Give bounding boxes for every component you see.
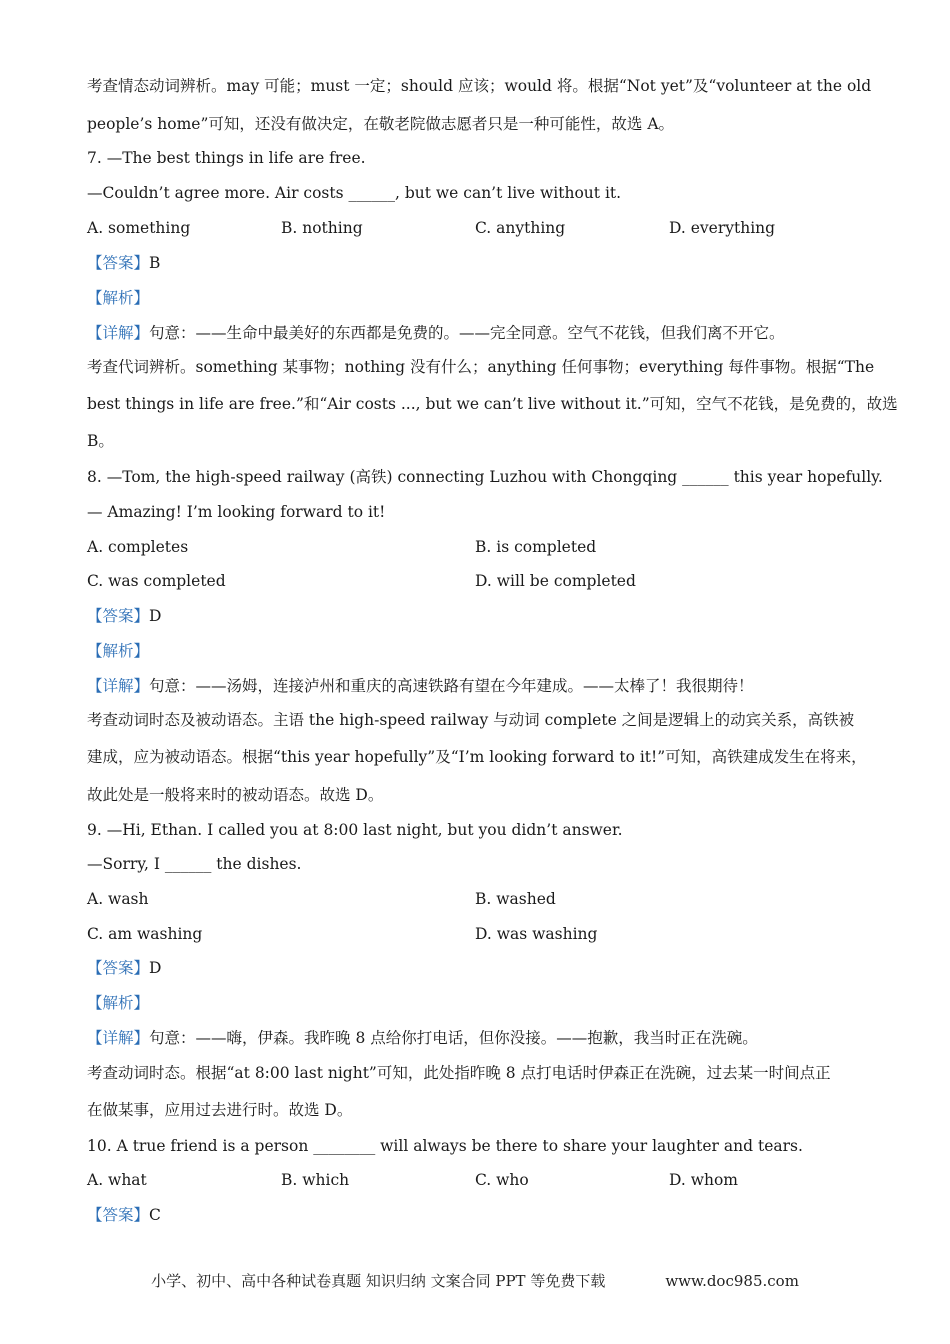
q10-option-c: C. who — [475, 1171, 529, 1189]
q7-option-c: C. anything — [475, 219, 566, 237]
answer-value: D — [149, 959, 162, 977]
footer-link[interactable]: www.doc985.com — [665, 1272, 799, 1290]
answer-value: B — [149, 254, 161, 272]
answer-label: 【答案】 — [87, 607, 150, 625]
q10-option-b: B. which — [281, 1171, 350, 1189]
q7-option-b: B. nothing — [281, 219, 363, 237]
q7-option-a: A. something — [87, 219, 191, 237]
question-8: 8. —Tom, the high-speed railway (高铁) connecting Luzhou with Chongqing ______ this year hopefully. — [87, 468, 883, 486]
question-9-reply: —Sorry, I ______ the dishes. — [87, 855, 302, 873]
text-line: people’s home”可知，还没有做决定，在敬老院做志愿者只是一种可能性，故选 A。 — [87, 115, 675, 133]
answer-label: 【答案】 — [87, 1206, 150, 1224]
text-line: best things in life are free.”和“Air costs ..., but we can’t live without it.”可知，空气不花钱，是免费的，故选 — [87, 395, 898, 413]
answer-value: C — [149, 1206, 161, 1224]
question-10: 10. A true friend is a person ________ will always be there to share your laughter and tears. — [87, 1137, 803, 1155]
q7-option-d: D. everything — [669, 219, 776, 237]
page-footer — [0, 1270, 950, 1291]
analysis-label: 【解析】 — [87, 642, 150, 660]
detail-label: 【详解】 — [87, 677, 150, 695]
q9-answer — [87, 958, 877, 978]
text-line: 故此处是一般将来时的被动语态。故选 D。 — [87, 786, 384, 804]
detail-label: 【详解】 — [87, 1029, 150, 1047]
detail-text: 句意：——嗨，伊森。我昨晚 8 点给你打电话，但你没接。——抱歉，我当时正在洗碗。 — [149, 1029, 758, 1047]
question-7-reply: —Couldn’t agree more. Air costs ______, but we can’t live without it. — [87, 184, 622, 202]
q10-option-d: D. whom — [669, 1171, 739, 1189]
footer-text: 小学、初中、高中各种试卷真题 知识归纳 文案合同 PPT 等免费下载 — [151, 1272, 606, 1290]
detail-text: 句意：——生命中最美好的东西都是免费的。——完全同意。空气不花钱，但我们离不开它。 — [149, 324, 785, 342]
detail-label: 【详解】 — [87, 324, 150, 342]
q9-option-c: C. am washing — [87, 925, 203, 943]
text-line: 考查动词时态。根据“at 8:00 last night”可知，此处指昨晚 8 点打电话时伊森正在洗碗，过去某一时间点正 — [87, 1064, 831, 1082]
answer-label: 【答案】 — [87, 254, 150, 272]
text-line: 考查代词辨析。something 某事物；nothing 没有什么；anything 任何事物；everything 每件事物。根据“The — [87, 358, 875, 376]
analysis-label: 【解析】 — [87, 994, 150, 1012]
q10-answer — [87, 1205, 877, 1225]
q9-option-d: D. was washing — [475, 925, 598, 943]
text-line: 建成，应为被动语态。根据“this year hopefully”及“I’m looking forward to it!”可知，高铁建成发生在将来， — [87, 748, 867, 766]
q7-detail — [87, 323, 877, 343]
q9-option-b: B. washed — [475, 890, 556, 908]
answer-value: D — [149, 607, 162, 625]
q8-detail — [87, 676, 877, 696]
q8-option-a: A. completes — [87, 538, 189, 556]
q7-answer — [87, 253, 877, 273]
q8-option-c: C. was completed — [87, 572, 226, 590]
q9-detail — [87, 1028, 877, 1048]
q8-option-d: D. will be completed — [475, 572, 636, 590]
question-9: 9. —Hi, Ethan. I called you at 8:00 last night, but you didn’t answer. — [87, 821, 623, 839]
question-7: 7. —The best things in life are free. — [87, 149, 366, 167]
q9-option-a: A. wash — [87, 890, 149, 908]
q8-option-b: B. is completed — [475, 538, 597, 556]
text-line: 考查情态动词辨析。may 可能；must 一定；should 应该；would 将。根据“Not yet”及“volunteer at the old — [87, 77, 872, 95]
answer-label: 【答案】 — [87, 959, 150, 977]
text-line: B。 — [87, 432, 114, 450]
q8-answer — [87, 606, 877, 626]
detail-text: 句意：——汤姆，连接泸州和重庆的高速铁路有望在今年建成。——太棒了！我很期待！ — [149, 677, 754, 695]
text-line: 考查动词时态及被动语态。主语 the high-speed railway 与动词 complete 之间是逻辑上的动宾关系，高铁被 — [87, 711, 855, 729]
text-line: 在做某事，应用过去进行时。故选 D。 — [87, 1101, 353, 1119]
q10-option-a: A. what — [87, 1171, 147, 1189]
analysis-label: 【解析】 — [87, 289, 150, 307]
question-8-reply: — Amazing! I’m looking forward to it! — [87, 503, 386, 521]
